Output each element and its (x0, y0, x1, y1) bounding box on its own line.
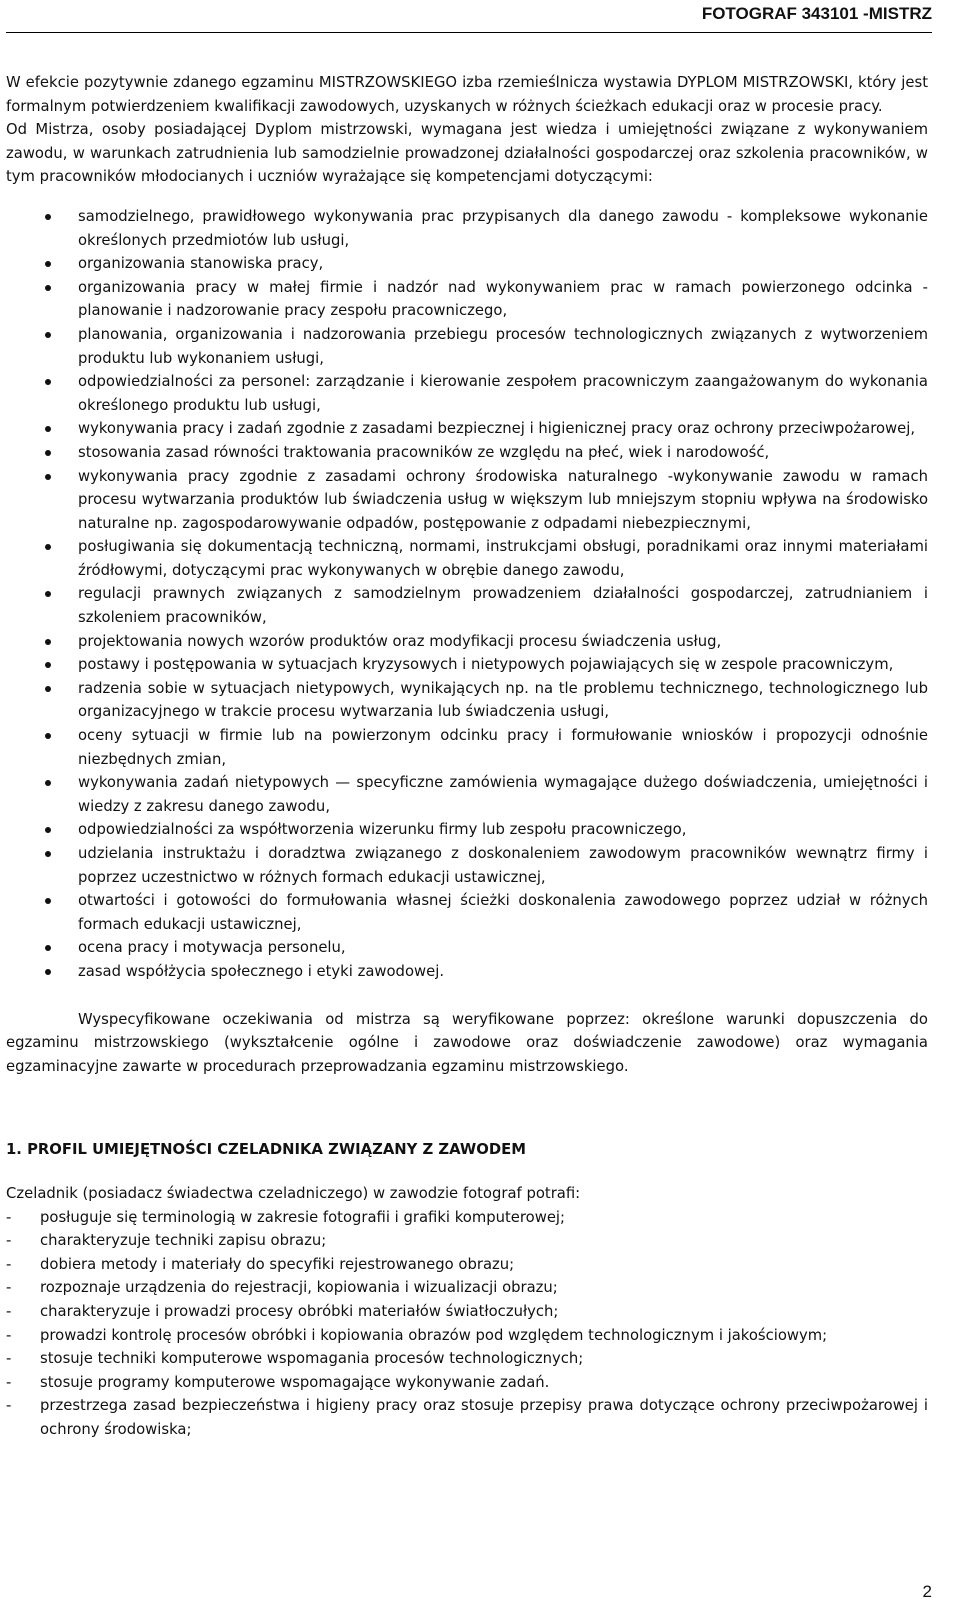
section-lead: Czeladnik (posiadacz świadectwa czeladniczego) w zawodzie fotograf potrafi: (6, 1184, 581, 1202)
list-item: - stosuje techniki komputerowe wspomagania procesów technologicznych; (40, 1347, 928, 1371)
list-item: planowania, organizowania i nadzorowania przebiegu procesów technologicznych związanych z wytworzeniem produktu lub wykonaniem usługi, (78, 323, 928, 370)
list-item: odpowiedzialności za personel: zarządzanie i kierowanie zespołem pracowniczym zaangażowanym do wykonania określonego produktu lub usługi, (78, 370, 928, 417)
intro-paragraph-2: Od Mistrza, osoby posiadającej Dyplom mistrzowski, wymagana jest wiedza i umiejętności związane z wykonywaniem zawodu, w warunkach zatrudnienia lub samodzielnie prowadzonej działalności gospodarczej oraz szkolenia pracowników, w tym pracowników młodocianych i uczniów wyrażające się kompetencjami dotyczącymi: (6, 121, 928, 186)
document-body (6, 71, 928, 1441)
list-item: udzielania instruktażu i doradztwa związanego z doskonaleniem zawodowym pracowników wewnątrz firmy i poprzez uczestnictwo w różnych formach edukacji ustawicznej, (78, 842, 928, 889)
list-item: wykonywania pracy i zadań zgodnie z zasadami bezpiecznej i higienicznej pracy oraz ochrony przeciwpożarowej, (78, 417, 928, 441)
verification-paragraph: Wyspecyfikowane oczekiwania od mistrza są weryfikowane poprzez: określone warunki dopuszczenia do egzaminu mistrzowskiego (wykształcenie ogólne i zawodowe oraz doświadczenie zawodowe) oraz wymagania egzaminacyjne zawarte w procedurach przeprowadzania egzaminu mistrzowskiego. (6, 1010, 928, 1075)
header-rule (6, 32, 932, 33)
list-item: projektowania nowych wzorów produktów oraz modyfikacji procesu świadczenia usług, (78, 630, 928, 654)
list-item: - posługuje się terminologią w zakresie fotografii i grafiki komputerowej; (40, 1206, 928, 1230)
intro-paragraph-1: W efekcie pozytywnie zdanego egzaminu MISTRZOWSKIEGO izba rzemieślnicza wystawia DYPLOM MISTRZOWSKI, który jest formalnym potwierdzeniem kwalifikacji zawodowych, uzyskanych w różnych ścieżkach edukacji oraz w procesie pracy. (6, 74, 928, 115)
list-item: postawy i postępowania w sytuacjach kryzysowych i nietypowych pojawiających się w zespole pracowniczym, (78, 653, 928, 677)
list-item: samodzielnego, prawidłowego wykonywania prac przypisanych dla danego zawodu - kompleksowe wykonanie określonych przedmiotów lub usługi, (78, 205, 928, 252)
list-item: organizowania pracy w małej firmie i nadzór nad wykonywaniem prac w ramach powierzonego odcinka - planowanie i nadzorowanie pracy zespołu pracowniczego, (78, 276, 928, 323)
list-item: wykonywania zadań nietypowych — specyficzne zamówienia wymagające dużego doświadczenia, umiejętności i wiedzy z zakresu danego zawodu, (78, 771, 928, 818)
list-item: radzenia sobie w sytuacjach nietypowych, wynikających np. na tle problemu technicznego, technologicznego lub organizacyjnego w trakcie procesu wytwarzania lub świadczenia usługi, (78, 677, 928, 724)
list-item: stosowania zasad równości traktowania pracowników ze względu na płeć, wiek i narodowość, (78, 441, 928, 465)
list-item: organizowania stanowiska pracy, (78, 252, 928, 276)
list-item: posługiwania się dokumentacją techniczną, normami, instrukcjami obsługi, poradnikami oraz innymi materiałami źródłowymi, dotyczącymi prac wykonywanych w obrębie danego zawodu, (78, 535, 928, 582)
list-item: - charakteryzuje i prowadzi procesy obróbki materiałów światłoczułych; (40, 1300, 928, 1324)
list-item: regulacji prawnych związanych z samodzielnym prowadzeniem działalności gospodarczej, zatrudnianiem i szkoleniem pracowników, (78, 582, 928, 629)
skills-list (6, 1206, 928, 1442)
list-item: wykonywania pracy zgodnie z zasadami ochrony środowiska naturalnego -wykonywanie zawodu w ramach procesu wytwarzania produktów lub świadczenia usług w większym lub mniejszym stopniu wpływa na środowisko naturalne np. zagospodarowywanie odpadów, postępowanie z odpadami niebezpiecznymi, (78, 465, 928, 536)
page-number: 2 (922, 1582, 932, 1601)
document-header: FOTOGRAF 343101 -MISTRZ (701, 4, 932, 23)
list-item: - charakteryzuje techniki zapisu obrazu; (40, 1229, 928, 1253)
list-item: oceny sytuacji w firmie lub na powierzonym odcinku pracy i formułowanie wniosków i propozycji odnośnie niezbędnych zmian, (78, 724, 928, 771)
list-item: ocena pracy i motywacja personelu, (78, 936, 928, 960)
list-item: - przestrzega zasad bezpieczeństwa i higieny pracy oraz stosuje przepisy prawa dotyczące ochrony przeciwpożarowej i ochrony środowiska; (40, 1394, 928, 1441)
competencies-list (6, 205, 928, 984)
list-item: zasad współżycia społecznego i etyki zawodowej. (78, 960, 928, 984)
list-item: - stosuje programy komputerowe wspomagające wykonywanie zadań. (40, 1371, 928, 1395)
list-item: odpowiedzialności za współtworzenia wizerunku firmy lub zespołu pracowniczego, (78, 818, 928, 842)
section-heading: 1. PROFIL UMIEJĘTNOŚCI CZELADNIKA ZWIĄZANY Z ZAWODEM (6, 1141, 526, 1159)
list-item: otwartości i gotowości do formułowania własnej ścieżki doskonalenia zawodowego poprzez udział w różnych formach edukacji ustawicznej, (78, 889, 928, 936)
list-item: - rozpoznaje urządzenia do rejestracji, kopiowania i wizualizacji obrazu; (40, 1276, 928, 1300)
list-item: - dobiera metody i materiały do specyfiki rejestrowanego obrazu; (40, 1253, 928, 1277)
list-item: - prowadzi kontrolę procesów obróbki i kopiowania obrazów pod względem technologicznym i jakościowym; (40, 1324, 928, 1348)
